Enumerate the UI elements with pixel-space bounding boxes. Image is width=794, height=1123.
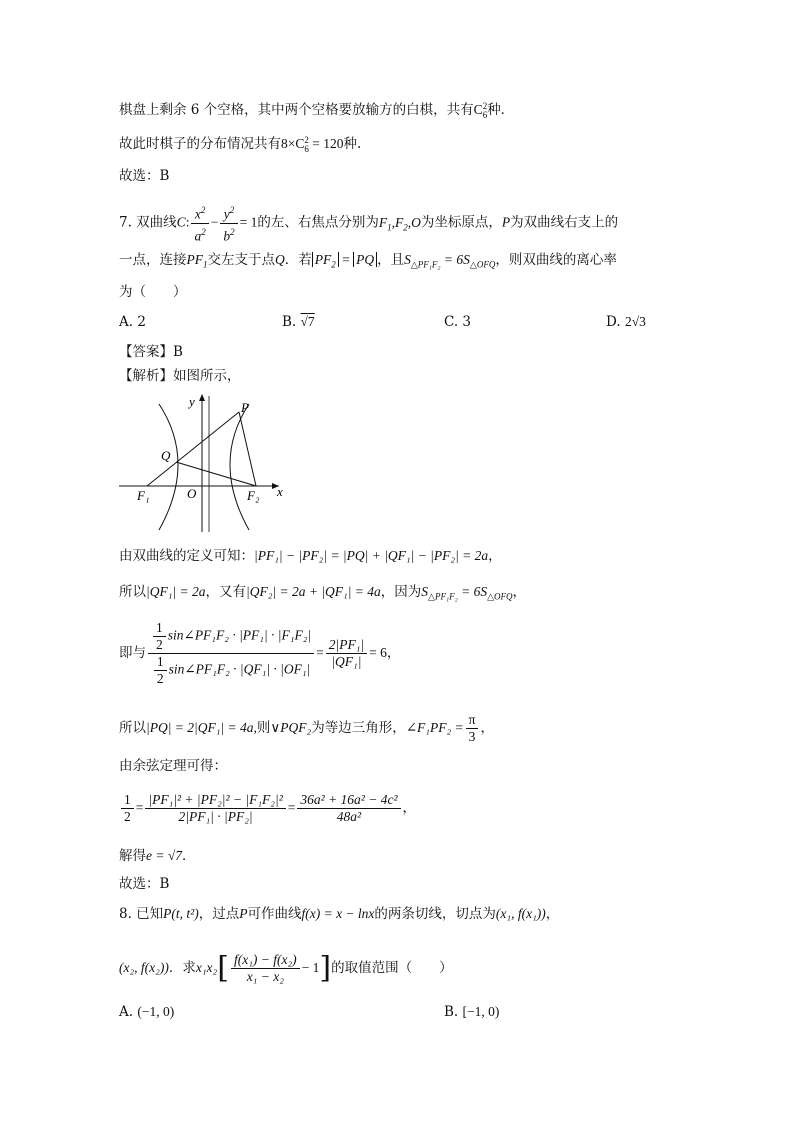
- q8-option-b[interactable]: B. [−1, 0): [444, 1004, 500, 1020]
- label-p: P: [241, 400, 249, 415]
- y-arrow-icon: [199, 394, 205, 401]
- derivation-4: 所以|PQ| = 2|QF₁| = 4a,则∨PQF₂为等边三角形，∠F₁PF₂ = $\frac{\pi}{3}$ ，: [119, 712, 494, 744]
- line-qf2: [176, 462, 256, 486]
- l1-text: 棋盘上剩余 6 个空格，其中两个空格要放输方的白棋，共有: [119, 102, 474, 118]
- question-8-line-2: (x₂, f(x₂))．求x₁x₂[ $\frac{\text{f(x₁) − f(x₂)}}{\text{x₁ − x₂}}$ − 1]的取值范围（ ）: [119, 950, 453, 986]
- choose-line-2: 故选：B: [119, 876, 170, 892]
- l1-end: 种．: [487, 102, 515, 118]
- derivation-5: 由余弦定理可得：: [119, 758, 227, 774]
- question-7-line-1: 7. 双曲线C: $\frac{x^2}{a^2}$ − $\frac{y^2}{b^2}$ = 1的左、右焦点分别为$F_1,F_2,O$为坐标原点，P为双曲线右支上的: [119, 202, 618, 244]
- label-f2: F₂: [247, 488, 260, 503]
- label-y: y: [189, 394, 195, 409]
- q7-t2: 为坐标原点，: [420, 214, 502, 231]
- label-f1: F₁: [137, 488, 150, 503]
- choose-line-1: 故选：B: [119, 168, 170, 184]
- question-7-line-2: 一点，连接$PF_1$交左支于点Q．若 $PF_2$ = PQ ，且$S_{\triangle PF_1F_2} = 6S_{\triangle OFQ}$，则双曲线的离心率: [119, 252, 617, 270]
- option-c[interactable]: C. 3: [444, 314, 472, 330]
- derivation-7: 解得e = √7．: [119, 848, 196, 864]
- derivation-2: 所以|QF₁| = 2a，又有|QF₂| = 2a + |QF₁| = 4a，因为$S_{\triangle PF_1F_2} = 6S_{\triangle OFQ}$，: [119, 584, 527, 602]
- text-line-1: [119, 100, 514, 120]
- answer-line: 【答案】B: [119, 344, 183, 360]
- q7-t1: 的左、右焦点分别为: [257, 214, 379, 231]
- l2-math: 8×C 2 6 = 120: [281, 134, 344, 154]
- left-branch: [159, 404, 178, 530]
- label-x: x: [277, 484, 283, 499]
- q8-option-a[interactable]: A. (−1, 0): [119, 1004, 175, 1020]
- option-a[interactable]: A. 2: [119, 314, 146, 330]
- l1-math: C 2 6: [473, 100, 488, 120]
- text-line-2: [119, 134, 361, 154]
- q7-c: C: [176, 214, 186, 230]
- line-pf2: [239, 412, 256, 486]
- l2-end: 种.: [343, 136, 362, 152]
- q7-frac-x: $\frac{x^2}{a^2}$: [191, 202, 208, 244]
- question-7-line-3: 为（ ）: [119, 284, 187, 300]
- derivation-6: $\frac{1}{2}$ = $\frac{\text{|PF₁|² + |PF₂|² − |F₁F₂|²}}{\text{2|PF₁| · |PF₂|}}$ = $\frac{\text{36a² + 16a² − 4c²}}{\text{48a²}}$ ，: [119, 786, 416, 830]
- option-b[interactable]: B. √7: [282, 314, 315, 330]
- option-d[interactable]: D. 2√3: [606, 314, 646, 330]
- hyperbola-figure: [119, 392, 299, 532]
- q7-num: 7. 双曲线: [119, 214, 177, 231]
- d3-big-frac: $\frac{1}{2}$ sin∠PF₁F₂ · |PF₁| · |F₁F₂| $\frac{1}{2}$ sin∠PF₁F₂ · |QF₁| · |OF₁|: [148, 620, 314, 687]
- q7-frac-y: $\frac{y^2}{b^2}$: [220, 202, 237, 244]
- q7-t3: 为双曲线右支上的: [510, 214, 619, 231]
- right-branch: [230, 404, 249, 530]
- label-o: O: [187, 486, 197, 501]
- l2-text: 故此时棋子的分布情况共有: [119, 136, 281, 152]
- label-q: Q: [161, 448, 171, 463]
- derivation-3: 即与 $\frac{1}{2}$ sin∠PF₁F₂ · |PF₁| · |F₁F₂| $\frac{1}{2}$ sin∠PF₁F₂ · |QF₁| · |OF₁| = $\frac{\text{2|PF₁|}}{\text{|QF₁|}}$ = 6，: [119, 620, 401, 686]
- question-8-line-1: 8. 已知P(t, t²)，过点P可作曲线f(x) = x − lnx的两条切线，切点为(x₁, f(x₁))，: [119, 906, 560, 922]
- derivation-1: 由双曲线的定义可知：|PF₁| − |PF₂| = |PQ| + |QF₁| − |PF₂| = 2a，: [119, 548, 502, 564]
- analysis-line: 【解析】如图所示，: [119, 368, 241, 384]
